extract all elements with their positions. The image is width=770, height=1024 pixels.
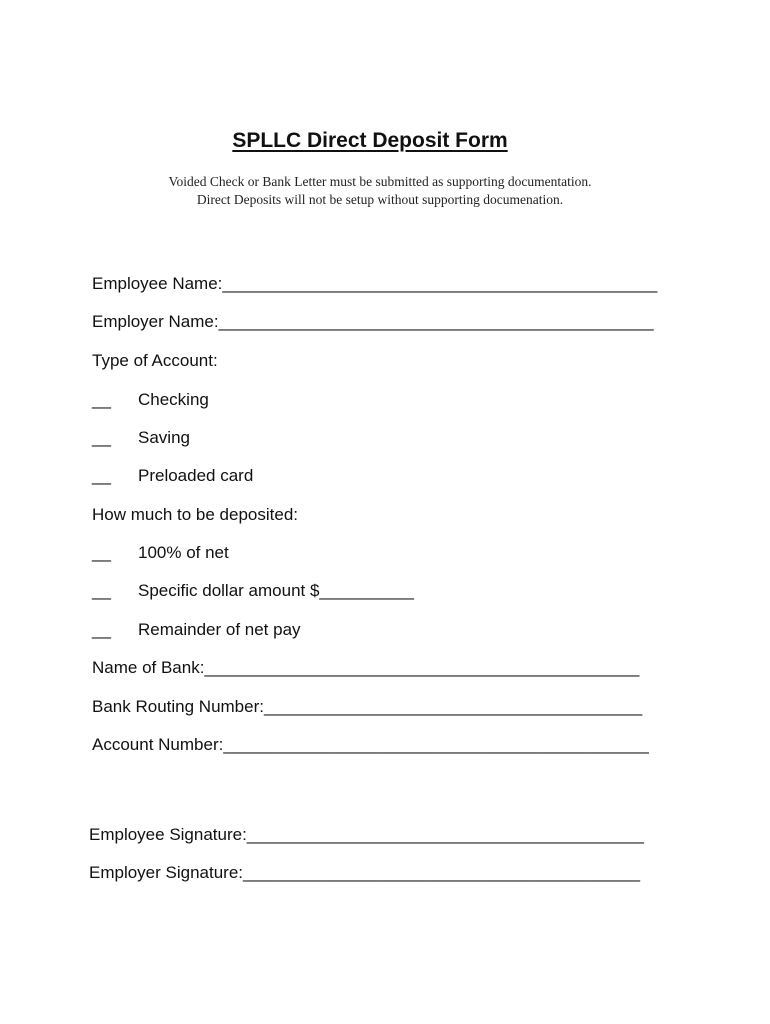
checking-label: Checking bbox=[138, 390, 209, 409]
employee-signature-row bbox=[89, 825, 644, 845]
routing-number-label: Bank Routing Number: bbox=[92, 697, 264, 716]
employer-name-row bbox=[92, 312, 654, 332]
employee-signature-field[interactable]: __________________________________________ bbox=[246, 825, 644, 844]
employee-signature-label: Employee Signature: bbox=[89, 825, 247, 844]
preloaded-card-checkbox[interactable]: __ bbox=[92, 466, 111, 485]
preloaded-card-label: Preloaded card bbox=[138, 466, 254, 485]
bank-name-field[interactable]: ______________________________________________ bbox=[204, 658, 640, 677]
routing-number-field[interactable]: ________________________________________ bbox=[263, 697, 643, 716]
employer-signature-label: Employer Signature: bbox=[89, 863, 244, 882]
employee-name-row bbox=[92, 274, 657, 294]
employee-name-field[interactable]: ______________________________________________ bbox=[222, 274, 658, 293]
remainder-checkbox[interactable]: __ bbox=[92, 620, 111, 639]
supporting-doc-note-line-2: Direct Deposits will not be setup without supporting documenation. bbox=[196, 192, 564, 207]
type-of-account-heading: Type of Account: bbox=[92, 351, 218, 370]
full-net-label: 100% of net bbox=[138, 543, 229, 562]
saving-label: Saving bbox=[138, 428, 190, 447]
deposit-amount-heading: How much to be deposited: bbox=[92, 505, 299, 524]
supporting-doc-note-line-1: Voided Check or Bank Letter must be submitted as supporting documentation. bbox=[168, 174, 592, 189]
form-title: SPLLC Direct Deposit Form bbox=[232, 129, 508, 152]
specific-amount-checkbox[interactable]: __ bbox=[92, 581, 111, 600]
saving-checkbox[interactable]: __ bbox=[92, 428, 111, 447]
routing-number-row bbox=[92, 697, 642, 717]
employer-signature-row bbox=[89, 863, 640, 883]
full-net-checkbox[interactable]: __ bbox=[92, 543, 111, 562]
employer-signature-field[interactable]: __________________________________________ bbox=[243, 863, 641, 882]
account-number-row bbox=[92, 735, 649, 755]
checking-checkbox[interactable]: __ bbox=[92, 390, 111, 409]
specific-amount-label[interactable]: Specific dollar amount $__________ bbox=[138, 581, 414, 600]
remainder-label: Remainder of net pay bbox=[138, 620, 301, 639]
bank-name-row bbox=[92, 658, 639, 678]
account-number-field[interactable]: _____________________________________________ bbox=[223, 735, 649, 754]
employer-name-label: Employer Name: bbox=[92, 312, 219, 331]
employee-name-label: Employee Name: bbox=[92, 274, 223, 293]
employer-name-field[interactable]: ______________________________________________ bbox=[218, 312, 654, 331]
account-number-label: Account Number: bbox=[92, 735, 224, 754]
bank-name-label: Name of Bank: bbox=[92, 658, 205, 677]
